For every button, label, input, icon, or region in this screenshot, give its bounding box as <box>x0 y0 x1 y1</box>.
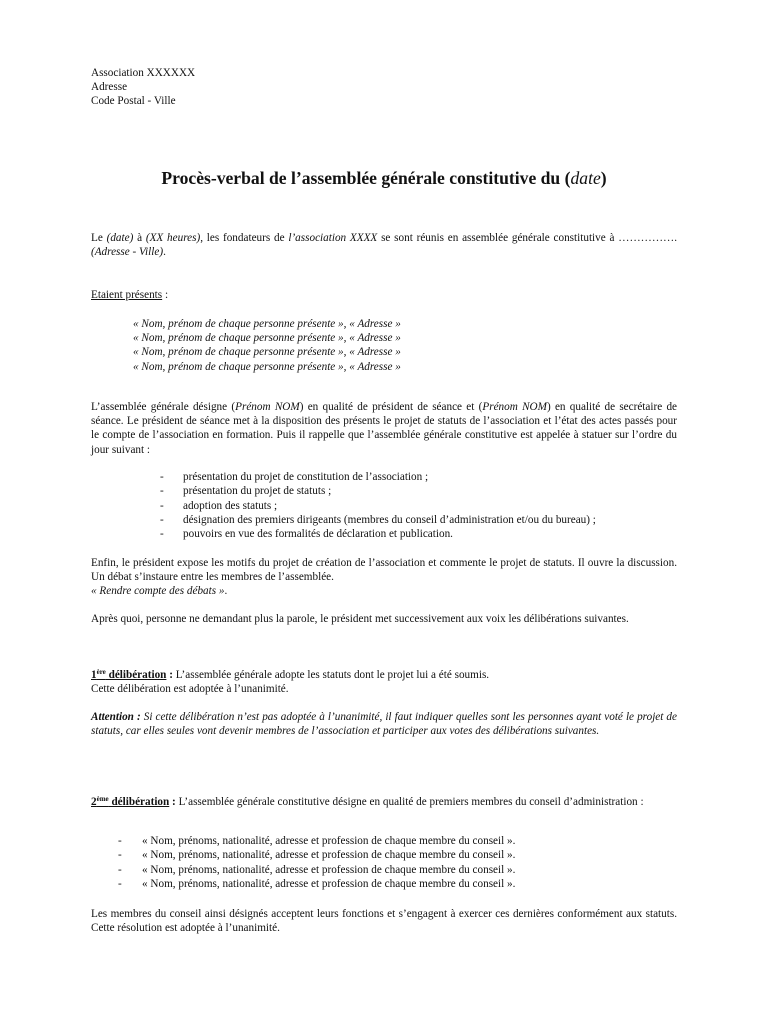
member-item-text: « Nom, prénoms, nationalité, adresse et profession de chaque membre du conseil ». <box>142 863 516 876</box>
intro-place: (Adresse - Ville) <box>91 246 164 259</box>
secretary-name: Prénom NOM <box>482 401 547 413</box>
list-item: « Nom, prénom de chaque personne présente », « Adresse » <box>133 346 401 359</box>
intro-end: . <box>163 246 166 259</box>
agenda-list <box>160 470 700 541</box>
agenda-item-text: présentation du projet de constitution de l’association ; <box>183 471 429 483</box>
list-item: « Nom, prénom de chaque personne présente », « Adresse » <box>133 332 401 345</box>
dash-bullet: - <box>160 528 164 541</box>
deliberation-1-word: délibération <box>105 669 167 681</box>
title-main: Procès-verbal de l’assemblée générale constitutive du ( <box>161 168 571 188</box>
attention-note <box>91 710 677 738</box>
member-item-text: « Nom, prénoms, nationalité, adresse et profession de chaque membre du conseil ». <box>142 849 516 862</box>
dash-bullet: - <box>118 877 122 890</box>
deliberation-2 <box>91 795 677 809</box>
present-heading <box>91 288 391 302</box>
intro-paragraph <box>91 231 677 259</box>
dash-bullet: - <box>160 499 164 512</box>
association-postal-city: Code Postal - Ville <box>91 95 176 107</box>
designation-text-2: ) en qualité de président de séance et ( <box>299 401 483 413</box>
dash-bullet: - <box>160 513 164 526</box>
agenda-item-text: présentation du projet de statuts ; <box>183 485 332 498</box>
present-label: Etaient présents <box>91 289 163 301</box>
list-item <box>118 834 658 848</box>
agenda-item-text: pouvoirs en vue des formalités de déclaration et publication. <box>183 528 453 541</box>
deliberation-1-sup: ère <box>96 668 106 676</box>
intro-date: (date) <box>106 232 134 244</box>
after-paragraph: Après quoi, personne ne demandant plus la parole, le président met successivement aux voix les délibérations suivantes. <box>91 613 629 625</box>
deliberation-1-line <box>91 668 677 682</box>
deliberation-2-sup: ème <box>96 795 109 803</box>
association-address: Adresse <box>91 81 128 93</box>
deliberation-1-text: L’assemblée générale adopte les statuts dont le projet lui a été soumis. <box>175 669 490 681</box>
discussion-paragraph <box>91 556 677 599</box>
discussion-end: . <box>224 585 228 598</box>
list-item <box>118 848 658 862</box>
page-title <box>60 167 708 189</box>
deliberation-2-label <box>91 796 169 808</box>
dash-bullet: - <box>118 863 122 876</box>
member-item-text: « Nom, prénoms, nationalité, adresse et profession de chaque membre du conseil ». <box>142 877 516 890</box>
deliberation-1-label <box>91 669 166 681</box>
intro-text-4: se sont réunis en assemblée générale constitutive à <box>377 232 615 244</box>
deliberation-2-colon: : <box>169 796 179 808</box>
deliberation-2-text: L’assemblée générale constitutive désigne en qualité de premiers membres du conseil d’administration : <box>178 796 644 808</box>
association-name: Association XXXXXX <box>91 67 196 79</box>
deliberation-1-colon: : <box>166 669 176 681</box>
intro-text-2: à <box>133 232 146 244</box>
attention-label: Attention : <box>91 711 141 723</box>
dash-bullet: - <box>160 471 164 483</box>
list-item <box>160 513 700 527</box>
designation-paragraph <box>91 400 677 457</box>
title-date: date <box>570 168 601 188</box>
list-item: « Nom, prénom de chaque personne présente », « Adresse » <box>133 360 401 373</box>
deliberation-2-word: délibération <box>108 796 170 808</box>
title-close: ) <box>600 168 607 188</box>
list-item: « Nom, prénom de chaque personne présente », « Adresse » <box>133 318 401 330</box>
list-item <box>160 470 700 484</box>
discussion-text: Enfin, le président expose les motifs du projet de création de l’association et commente le projet de statuts. Il ouvre la discussion. Un débat s’instaure entre les membres de l’assemblée. <box>91 557 677 584</box>
list-item <box>118 863 658 877</box>
deliberation-1-number: 1 <box>91 669 97 681</box>
dash-bullet: - <box>160 485 164 498</box>
intro-association: l’association XXXX <box>288 232 378 244</box>
present-list <box>133 317 533 374</box>
list-item <box>160 499 700 513</box>
members-list <box>118 834 658 891</box>
president-name: Prénom NOM <box>235 401 300 413</box>
deliberation-1 <box>91 668 677 696</box>
dash-bullet: - <box>118 835 122 847</box>
list-item <box>118 877 658 891</box>
agenda-item-text: adoption des statuts ; <box>183 499 278 512</box>
agenda-item-text: désignation des premiers dirigeants (membres du conseil d’administration et/ou du bureau) ; <box>183 513 596 526</box>
list-item <box>160 484 700 498</box>
present-colon: : <box>162 289 169 301</box>
deliberation-2-number: 2 <box>91 796 97 808</box>
association-header <box>91 66 391 108</box>
intro-text-3: , les fondateurs de <box>200 232 289 244</box>
dash-bullet: - <box>118 849 122 862</box>
member-item-text: « Nom, prénoms, nationalité, adresse et profession de chaque membre du conseil ». <box>142 835 516 847</box>
intro-text-1: Le <box>91 232 107 244</box>
designation-text-1: L’assemblée générale désigne ( <box>91 401 236 413</box>
deliberation-1-adopted: Cette délibération est adoptée à l’unanimité. <box>91 683 289 696</box>
discussion-report: « Rendre compte des débats » <box>91 585 225 598</box>
intro-dots: ……………. <box>618 232 678 244</box>
conclusion-paragraph: Les membres du conseil ainsi désignés acceptent leurs fonctions et s’engagent à exercer ces dernières conformément aux statuts. Cette résolution est adoptée à l’unanimité. <box>91 908 677 935</box>
designation-text-3: ) en qualité de secrétaire de séance. Le président de séance met à la disposition des présents le projet de statuts de l’association et l’état des actes passés pour le compte de l’association en formation. Puis il rappelle que l’assemblée générale constitutive est appelée à statuer sur l’ordre du jour suivant : <box>91 401 678 456</box>
intro-hour: (XX heures) <box>145 232 201 244</box>
attention-text: Si cette délibération n’est pas adoptée à l’unanimité, il faut indiquer quelles sont les personnes ayant voté le projet de statuts, car elles seules vont devenir membres de l’association et participer aux votes des délibérations suivantes. <box>91 711 677 738</box>
list-item <box>160 527 700 541</box>
